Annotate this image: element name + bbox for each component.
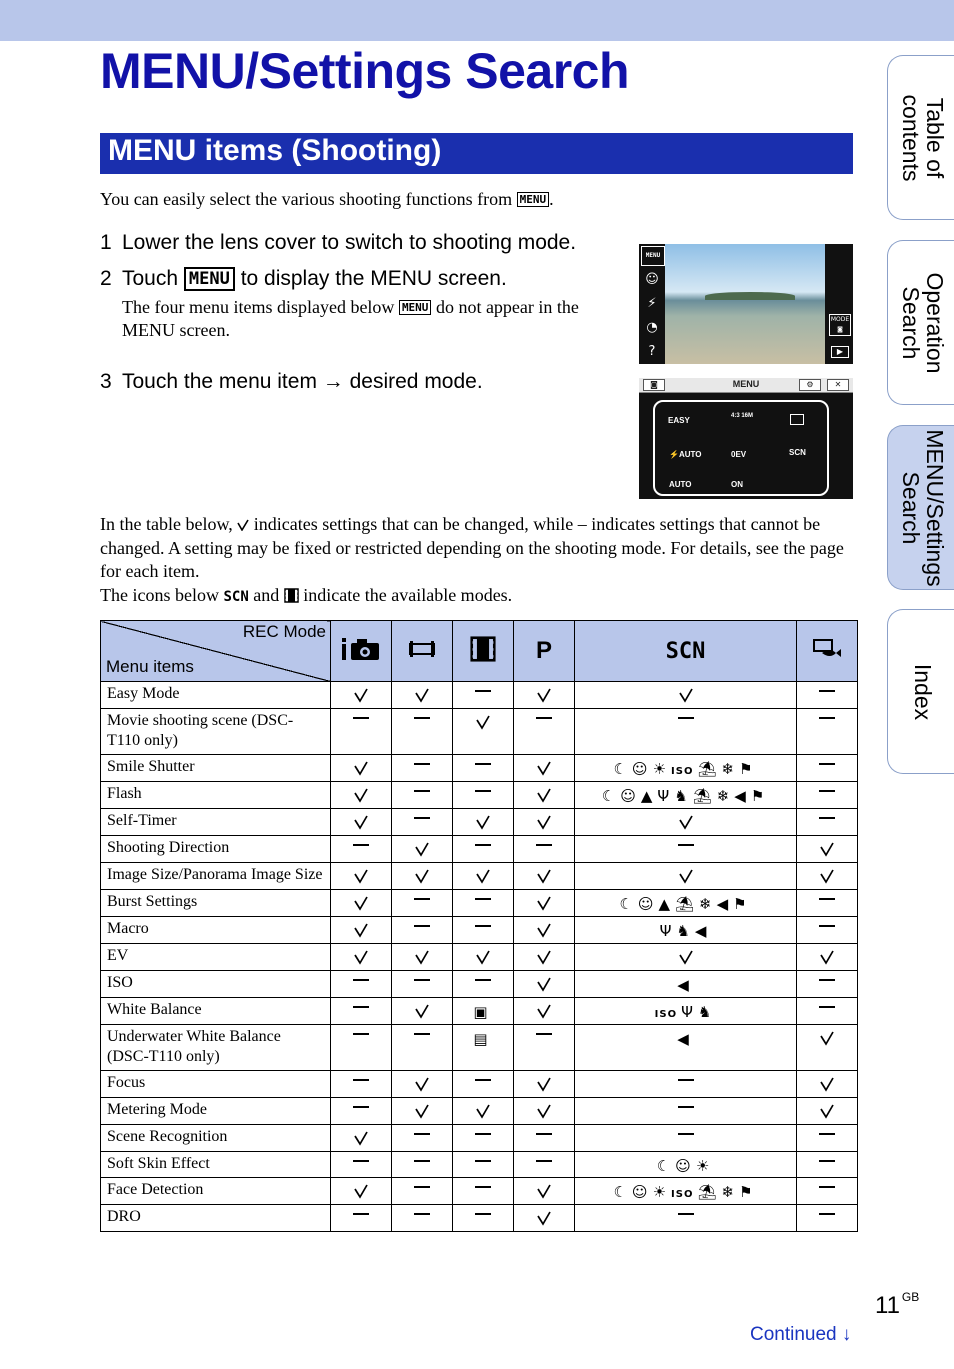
dash-mark [514, 709, 575, 755]
scene-icons-cell [575, 1025, 797, 1071]
check-icon [575, 863, 797, 890]
check-icon [514, 1178, 575, 1205]
pet-icon: ♞ [674, 787, 689, 805]
dash-mark [797, 682, 858, 709]
continued-link[interactable] [750, 1324, 851, 1346]
dash-mark [331, 709, 392, 755]
scene-icons-cell [575, 1152, 797, 1178]
check-icon [575, 809, 797, 836]
scn-label: SCN [665, 638, 706, 664]
check-icon [331, 890, 392, 917]
dash-mark [453, 971, 514, 998]
menu-item-label: Smile Shutter [101, 755, 331, 782]
dash-mark [331, 1025, 392, 1071]
check-icon [331, 1178, 392, 1205]
landscape-icon: ▲ [658, 895, 671, 913]
dash-mark [797, 755, 858, 782]
check-icon [514, 917, 575, 944]
dash-mark [392, 971, 453, 998]
underwater-icon: ◀ [716, 895, 730, 913]
table-row [101, 1178, 858, 1205]
scene-icons-cell [575, 782, 797, 809]
soft-snap-icon: ☺ [631, 1183, 649, 1201]
check-icon [797, 836, 858, 863]
soft-snap-icon: ☺ [620, 787, 637, 805]
dash-mark [575, 836, 797, 863]
pet-icon: ♞ [697, 1003, 713, 1021]
step-text: Touch the menu item → desired mode. [122, 370, 483, 393]
section-header [100, 133, 853, 174]
check-icon [514, 863, 575, 890]
scene-icons-cell [575, 755, 797, 782]
table-row [101, 971, 858, 998]
check-icon [392, 1071, 453, 1098]
check-icon [575, 944, 797, 971]
check-icon [575, 682, 797, 709]
smile-icon: ☺ [645, 272, 659, 287]
backlight-portrait-icon: ☀ [695, 1157, 711, 1175]
night-portrait-icon: ☾ [619, 895, 634, 913]
menu-item-label: ISO [101, 971, 331, 998]
dash-mark [797, 1178, 858, 1205]
note-text-after: do not appear in the MENU screen. [122, 297, 579, 340]
dash-mark [392, 1125, 453, 1152]
underwater-icon [812, 637, 842, 661]
high-sensitivity-icon: ISO [671, 766, 694, 777]
menu-item-label: EV [101, 944, 331, 971]
check-icon [514, 971, 575, 998]
camera-shooting-screen [639, 244, 853, 364]
step-number: 2 [100, 267, 112, 290]
dash-mark [514, 836, 575, 863]
check-icon [331, 682, 392, 709]
dash-mark [797, 971, 858, 998]
page-number [875, 1290, 919, 1320]
table-row [101, 709, 858, 755]
page-title: MENU/Settings Search [100, 43, 630, 99]
flash-auto-icon: ⚡ [647, 296, 657, 311]
scene-option: SCN [789, 448, 806, 457]
dash-mark [453, 682, 514, 709]
menu-screen-title: MENU [732, 379, 760, 389]
dash-mark [392, 1025, 453, 1071]
menu-item-label: Underwater White Balance (DSC-T110 only) [101, 1025, 331, 1071]
dash-mark [514, 1152, 575, 1178]
night-portrait-icon: ☾ [601, 787, 617, 805]
ev-option: 0EV [731, 450, 747, 459]
high-sensitivity-icon: ISO [654, 1009, 678, 1020]
check-icon [392, 836, 453, 863]
dash-mark [392, 809, 453, 836]
dash-mark [392, 1178, 453, 1205]
dash-mark [331, 1205, 392, 1232]
check-icon [392, 998, 453, 1025]
step-1 [100, 231, 576, 255]
table-row [101, 917, 858, 944]
table-row [101, 1025, 858, 1071]
check-icon [331, 944, 392, 971]
dash-mark [392, 1205, 453, 1232]
check-icon [453, 944, 514, 971]
step-2 [100, 267, 507, 291]
check-icon [514, 890, 575, 917]
dash-mark [392, 755, 453, 782]
check-icon [797, 1071, 858, 1098]
help-icon: ? [648, 344, 656, 359]
dash-mark [453, 1205, 514, 1232]
check-icon [797, 863, 858, 890]
tab-label: MENU/Settings Search [897, 428, 948, 587]
underwater-icon: ◀ [677, 976, 690, 994]
dash-mark [797, 1205, 858, 1232]
menu-item-label: Self-Timer [101, 809, 331, 836]
menu-item-label: Easy Mode [101, 682, 331, 709]
underwater-icon: ◀ [677, 1030, 690, 1048]
check-icon [453, 1098, 514, 1125]
check-icon [797, 1098, 858, 1125]
night-portrait-icon: ☾ [656, 1157, 672, 1175]
check-icon [331, 863, 392, 890]
menu-button-icon: MENU [641, 246, 665, 266]
intro-text: In the table below, [100, 514, 233, 534]
arrow-down-icon: ↓ [841, 1324, 852, 1345]
check-icon [331, 917, 392, 944]
camera-tab-icon: ◙ [643, 379, 665, 391]
dash-mark [392, 890, 453, 917]
check-icon [453, 863, 514, 890]
dash-mark [797, 1152, 858, 1178]
face-detection-option: AUTO [669, 480, 692, 489]
self-timer-icon: ◔ [646, 320, 658, 335]
page-number-value: 11 [875, 1292, 900, 1319]
easy-mode-option: EASY [668, 416, 690, 425]
snow-icon: ❄ [721, 1183, 736, 1201]
scene-icons-cell [453, 998, 514, 1025]
check-icon [392, 1098, 453, 1125]
sports-icon: ⚑ [733, 895, 748, 913]
table-row [101, 944, 858, 971]
dash-mark [453, 890, 514, 917]
check-icon [797, 1025, 858, 1071]
dash-mark [514, 1025, 575, 1071]
snow-icon: ❄ [721, 760, 736, 778]
underwater-icon: ◀ [694, 922, 708, 940]
step-number: 1 [100, 231, 112, 254]
check-icon [392, 863, 453, 890]
check-icon [514, 755, 575, 782]
dash-mark [797, 917, 858, 944]
backlight-portrait-icon: ☀ [652, 760, 668, 778]
menu-screen-header [639, 378, 853, 393]
dash-mark [575, 1205, 797, 1232]
table-row [101, 863, 858, 890]
dash-mark [331, 971, 392, 998]
menu-item-label: Face Detection [101, 1178, 331, 1205]
table-row [101, 782, 858, 809]
col-program-auto [514, 621, 575, 682]
check-icon [453, 709, 514, 755]
intelligent-auto-icon [341, 636, 381, 662]
step-text: Lower the lens cover to switch to shooting mode. [122, 231, 577, 254]
dash-mark [797, 890, 858, 917]
camera-menu-screen [639, 378, 853, 499]
movie-film-icon [469, 636, 497, 662]
mode-label: MODE [830, 316, 850, 323]
gourmet-icon: Ψ [659, 922, 673, 940]
menu-item-label: Macro [101, 917, 331, 944]
check-icon [331, 782, 392, 809]
menu-badge-icon: MENU [184, 267, 235, 291]
dash-mark [392, 782, 453, 809]
dash-mark [392, 917, 453, 944]
image-size-option: 4:3 16M [731, 413, 754, 419]
check-icon [453, 809, 514, 836]
menu-badge-icon: MENU [517, 192, 550, 207]
col-intelligent-auto [331, 621, 392, 682]
movie-film-icon [284, 588, 299, 603]
check-icon [514, 1071, 575, 1098]
menu-items-label: Menu items [106, 657, 194, 676]
pet-icon: ♞ [676, 922, 691, 940]
intro-text: The icons below [100, 584, 219, 605]
table-row [101, 755, 858, 782]
dash-mark [392, 1152, 453, 1178]
table-row [101, 836, 858, 863]
landscape-icon: ▲ [640, 787, 654, 805]
section-title: MENU items (Shooting) [108, 134, 442, 167]
sports-icon: ⚑ [750, 787, 766, 805]
menu-item-label: Focus [101, 1071, 331, 1098]
step-number: 3 [100, 370, 112, 393]
table-row [101, 1205, 858, 1232]
table-row [101, 890, 858, 917]
table-row [101, 1071, 858, 1098]
check-icon [514, 682, 575, 709]
beach-photo [665, 244, 825, 364]
dash-mark [797, 998, 858, 1025]
scn-icon: SCN [223, 588, 249, 605]
smile-shutter-option: ON [731, 480, 743, 489]
col-scene-selection [575, 621, 797, 682]
intro-text: and [253, 584, 280, 605]
continued-label: Continued [750, 1324, 837, 1345]
tab-table-of-contents[interactable] [887, 55, 954, 220]
dash-mark [331, 1098, 392, 1125]
intro-text: You can easily select the various shooting functions from [100, 189, 513, 209]
dash-mark [453, 1071, 514, 1098]
table-row [101, 682, 858, 709]
dash-mark [453, 917, 514, 944]
beach-icon: ⛱ [692, 787, 713, 805]
check-icon [514, 998, 575, 1025]
step-2-note [122, 296, 602, 342]
top-color-bar [0, 0, 954, 41]
menu-item-label: Burst Settings [101, 890, 331, 917]
beach-icon: ⛱ [675, 895, 696, 913]
night-portrait-icon: ☾ [613, 1183, 628, 1201]
beach-icon: ⛱ [697, 760, 718, 778]
table-row [101, 1098, 858, 1125]
movie-auto-icon: ▣ [473, 1003, 489, 1021]
check-icon [331, 1125, 392, 1152]
table-body [101, 682, 858, 1232]
check-icon [514, 1205, 575, 1232]
table-row [101, 1125, 858, 1152]
rec-mode-label: REC Mode [242, 622, 326, 641]
check-icon [331, 755, 392, 782]
dash-mark [797, 1125, 858, 1152]
dash-mark [453, 755, 514, 782]
check-icon [514, 1098, 575, 1125]
tab-label: Table of contents [897, 94, 948, 181]
menu-item-label: DRO [101, 1205, 331, 1232]
scene-icons-cell [575, 1178, 797, 1205]
soft-snap-icon: ☺ [675, 1157, 692, 1175]
menu-item-label: Movie shooting scene (DSC-T110 only) [101, 709, 331, 755]
check-icon [237, 519, 249, 531]
high-sensitivity-icon: ISO [671, 1189, 694, 1200]
menu-item-label: Scene Recognition [101, 1125, 331, 1152]
dash-mark [797, 709, 858, 755]
dash-mark [331, 1152, 392, 1178]
scene-icons-cell [575, 917, 797, 944]
movie-underwater-icon: ▤ [473, 1030, 489, 1048]
gourmet-icon: Ψ [681, 1003, 694, 1021]
page-suffix: GB [901, 1290, 920, 1304]
snow-icon: ❄ [716, 787, 731, 805]
dash-mark [514, 1125, 575, 1152]
step-text-after: to display the MENU screen. [240, 267, 507, 290]
step-3 [100, 370, 483, 394]
dash-mark [575, 1098, 797, 1125]
check-icon [514, 782, 575, 809]
dash-mark [331, 1071, 392, 1098]
table-corner-cell [101, 621, 331, 682]
note-text-before: The four menu items displayed below [122, 297, 395, 317]
table-header-row [101, 621, 858, 682]
dash-mark [575, 1125, 797, 1152]
step-text-before: Touch [122, 267, 179, 290]
soft-snap-icon: ☺ [637, 895, 655, 913]
beach-icon: ⛱ [697, 1183, 718, 1201]
tab-label: Operation Search [897, 271, 948, 374]
dash-mark [392, 709, 453, 755]
sweep-panorama-icon [409, 639, 435, 659]
dash-mark [575, 709, 797, 755]
check-icon [392, 682, 453, 709]
sports-icon: ⚑ [739, 760, 754, 778]
tab-menu-settings-search[interactable] [887, 425, 954, 590]
col-underwater [797, 621, 858, 682]
playback-icon: ▶ [831, 346, 849, 358]
intro-text: indicates settings that can be changed, while – indicates settings that cannot be changed. A setting may be fixed or restricted depending on the shooting mode. For details, see the page for each item. [100, 514, 844, 581]
dash-mark [453, 782, 514, 809]
check-icon [331, 809, 392, 836]
menu-item-label: Shooting Direction [101, 836, 331, 863]
check-icon [797, 944, 858, 971]
close-icon: ✕ [827, 379, 849, 391]
tab-index[interactable] [887, 609, 954, 774]
dash-mark [453, 1178, 514, 1205]
menu-item-label: White Balance [101, 998, 331, 1025]
menu-badge-icon: MENU [399, 300, 432, 315]
col-movie [453, 621, 514, 682]
check-icon [514, 944, 575, 971]
scene-icons-cell [575, 971, 797, 998]
intro-paragraph: You can easily select the various shooting functions from MENU . [100, 189, 554, 209]
table-intro [100, 513, 860, 609]
flash-option: ⚡AUTO [669, 450, 702, 459]
col-sweep-panorama [392, 621, 453, 682]
shooting-direction-icon [790, 414, 804, 425]
table-row [101, 1152, 858, 1178]
dash-mark [453, 1152, 514, 1178]
dash-mark [797, 782, 858, 809]
tab-operation-search[interactable] [887, 240, 954, 405]
backlight-portrait-icon: ☀ [652, 1183, 668, 1201]
mode-icon: MODE ◙ [829, 314, 851, 336]
settings-table [100, 620, 858, 1232]
scene-icons-cell [575, 998, 797, 1025]
table-row [101, 998, 858, 1025]
menu-item-label: Flash [101, 782, 331, 809]
dash-mark [797, 809, 858, 836]
dash-mark [453, 1125, 514, 1152]
table-row [101, 809, 858, 836]
snow-icon: ❄ [699, 895, 713, 913]
check-icon [514, 809, 575, 836]
menu-item-label: Metering Mode [101, 1098, 331, 1125]
scene-icons-cell [575, 890, 797, 917]
scene-icons-cell [453, 1025, 514, 1071]
intro-text: indicate the available modes. [303, 584, 513, 605]
underwater-icon: ◀ [734, 787, 747, 805]
menu-item-label: Soft Skin Effect [101, 1152, 331, 1178]
program-auto-label: P [535, 637, 552, 664]
check-icon [392, 944, 453, 971]
night-portrait-icon: ☾ [613, 760, 628, 778]
dash-mark [575, 1071, 797, 1098]
dash-mark [453, 836, 514, 863]
settings-gear-icon: ⚙ [799, 379, 821, 391]
sports-icon: ⚑ [739, 1183, 754, 1201]
soft-snap-icon: ☺ [631, 760, 649, 778]
tab-label: Index [909, 663, 936, 720]
menu-item-label: Image Size/Panorama Image Size [101, 863, 331, 890]
dash-mark [331, 998, 392, 1025]
gourmet-icon: Ψ [657, 787, 671, 805]
dash-mark [331, 836, 392, 863]
